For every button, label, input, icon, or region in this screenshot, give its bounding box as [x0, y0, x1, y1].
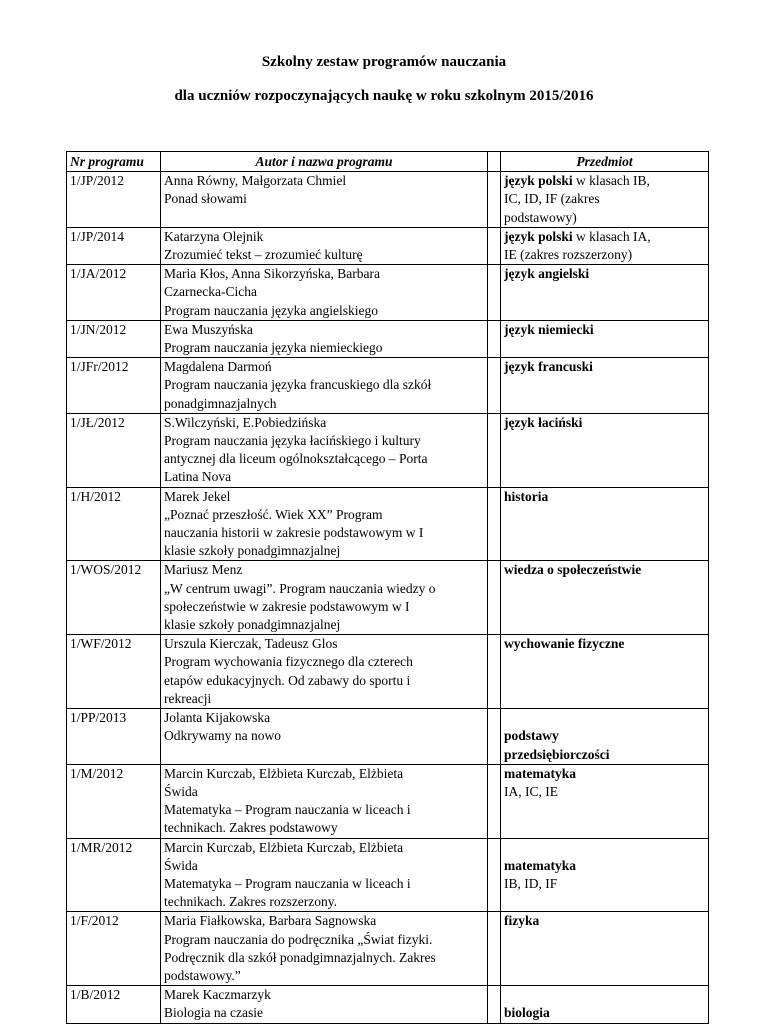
subject-line: język polski w klasach IB, — [504, 173, 650, 189]
author-line: rekreacji — [164, 690, 212, 706]
author-line: Świda — [164, 783, 198, 799]
gap-cell — [488, 764, 501, 838]
subject-name: matematyka — [504, 857, 576, 873]
author-line: Program nauczania do podręcznika „Świat fizyki. — [164, 931, 433, 947]
subject-name: język angielski — [504, 266, 590, 282]
gap-cell — [488, 358, 501, 414]
subject — [501, 986, 709, 1023]
program-number: 1/F/2012 — [67, 912, 161, 986]
subject-name: wychowanie fizyczne — [504, 636, 625, 652]
program-number: 1/B/2012 — [67, 986, 161, 1023]
author-line: Program nauczania języka łacińskiego i kultury — [164, 433, 421, 449]
subject — [501, 912, 709, 986]
program-number: 1/M/2012 — [67, 764, 161, 838]
author-line: Magdalena Darmoń — [164, 359, 272, 375]
subject — [501, 413, 709, 487]
subject — [501, 764, 709, 838]
author-line: Program wychowania fizycznego dla czterech — [164, 654, 413, 670]
gap-cell — [488, 709, 501, 765]
author-line: nauczania historii w zakresie podstawowym w I — [164, 525, 424, 541]
author-line: Maria Kłos, Anna Sikorzyńska, Barbara — [164, 266, 380, 282]
subject-line — [504, 488, 705, 506]
author-and-program — [161, 320, 488, 357]
subject-line — [504, 912, 705, 930]
author-line: Matematyka – Program nauczania w liceach i — [164, 875, 411, 891]
author-line — [164, 209, 484, 227]
author-line: społeczeństwie w zakresie podstawowym w I — [164, 598, 410, 614]
subject — [501, 487, 709, 561]
author-line: ponadgimnazjalnych — [164, 395, 277, 411]
subject — [501, 838, 709, 912]
subject-name: podstawy — [504, 728, 559, 744]
author-line: S.Wilczyński, E.Pobiedzińska — [164, 414, 327, 430]
subject-detail: podstawowy) — [504, 209, 577, 225]
author-line: etapów edukacyjnych. Od zabawy do sportu i — [164, 672, 411, 688]
subject — [501, 172, 709, 228]
program-number: 1/JP/2012 — [67, 172, 161, 228]
author-line: podstawowy.” — [164, 967, 241, 983]
author-line: Katarzyna Olejnik — [164, 228, 264, 244]
table-row — [67, 764, 709, 838]
program-number: 1/H/2012 — [67, 487, 161, 561]
header-program-number: Nr programu — [67, 152, 161, 172]
table-row — [67, 413, 709, 487]
gap-cell — [488, 635, 501, 709]
table-row — [67, 561, 709, 635]
table-row — [67, 172, 709, 228]
table-row — [67, 635, 709, 709]
program-number: 1/JA/2012 — [67, 265, 161, 321]
subject-line — [504, 561, 705, 579]
author-and-program — [161, 986, 488, 1023]
subject-name: wiedza o społeczeństwie — [504, 562, 642, 578]
author-line: Urszula Kierczak, Tadeusz Glos — [164, 636, 338, 652]
subject — [501, 709, 709, 765]
table-header-row — [67, 152, 709, 172]
subject-line: język polski w klasach IA, — [504, 228, 651, 244]
author-and-program — [161, 413, 488, 487]
subject-name: język polski — [504, 228, 573, 244]
header-subject: Przedmiot — [501, 152, 709, 172]
subject-detail: IC, ID, IF (zakres — [504, 191, 600, 207]
author-line: Matematyka – Program nauczania w liceach i — [164, 802, 411, 818]
author-line: Marek Kaczmarzyk — [164, 987, 271, 1003]
table-row — [67, 265, 709, 321]
gap-cell — [488, 986, 501, 1023]
subject-name: biologia — [504, 1005, 550, 1021]
subject — [501, 320, 709, 357]
gap-cell — [488, 912, 501, 986]
author-line: klasie szkoły ponadgimnazjalnej — [164, 617, 341, 633]
program-number: 1/WOS/2012 — [67, 561, 161, 635]
author-line: Program nauczania języka angielskiego — [164, 302, 379, 318]
subject — [501, 358, 709, 414]
subject-name: język niemiecki — [504, 321, 594, 337]
author-line: technikach. Zakres rozszerzony. — [164, 894, 338, 910]
subject-detail: IB, ID, IF — [504, 875, 558, 891]
author-line: Ponad słowami — [164, 191, 247, 207]
subject-name: matematyka — [504, 765, 576, 781]
author-line: Mariusz Menz — [164, 562, 243, 578]
author-line: Program nauczania języka francuskiego dla szkół — [164, 377, 432, 393]
author-line: Program nauczania języka niemieckiego — [164, 340, 383, 356]
author-and-program — [161, 227, 488, 264]
subject — [501, 635, 709, 709]
subject-line — [504, 265, 705, 283]
author-line: Zrozumieć tekst – zrozumieć kulturę — [164, 247, 363, 263]
author-line: antycznej dla liceum ogólnokształcącego – Porta — [164, 451, 428, 467]
gap-cell — [488, 838, 501, 912]
author-line: „Poznać przeszłość. Wiek XX” Program — [164, 506, 383, 522]
author-line: Marcin Kurczab, Elżbieta Kurczab, Elżbieta — [164, 765, 404, 781]
author-line: klasie szkoły ponadgimnazjalnej — [164, 543, 341, 559]
document-subtitle: dla uczniów rozpoczynających naukę w roku szkolnym 2015/2016 — [174, 88, 594, 104]
subject-name: fizyka — [504, 913, 540, 929]
table-row — [67, 358, 709, 414]
subject-line — [504, 635, 705, 653]
author-and-program — [161, 838, 488, 912]
author-line: Świda — [164, 857, 198, 873]
program-number: 1/JŁ/2012 — [67, 413, 161, 487]
author-line: Maria Fiałkowska, Barbara Sagnowska — [164, 913, 377, 929]
author-and-program — [161, 764, 488, 838]
author-line: technikach. Zakres podstawowy — [164, 820, 338, 836]
gap-cell — [488, 172, 501, 228]
subject-name: historia — [504, 488, 549, 504]
table-row — [67, 487, 709, 561]
subject-name: język francuski — [504, 359, 593, 375]
author-line: Marcin Kurczab, Elżbieta Kurczab, Elżbieta — [164, 839, 404, 855]
author-line: Marek Jekel — [164, 488, 231, 504]
table-row — [67, 709, 709, 765]
author-and-program — [161, 358, 488, 414]
subject-detail: IE (zakres rozszerzony) — [504, 247, 633, 263]
program-number: 1/PP/2013 — [67, 709, 161, 765]
author-line: Odkrywamy na nowo — [164, 728, 281, 744]
subject-detail: IA, IC, IE — [504, 783, 558, 799]
author-and-program — [161, 487, 488, 561]
subject-name — [504, 986, 705, 1004]
subject-line — [504, 414, 705, 432]
author-line: Podręcznik dla szkół ponadgimnazjalnych. Zakres — [164, 949, 436, 965]
gap-cell — [488, 413, 501, 487]
table-row — [67, 986, 709, 1023]
subject-name: język polski — [504, 173, 573, 189]
header-author-program: Autor i nazwa programu — [161, 152, 488, 172]
gap-cell — [488, 487, 501, 561]
author-and-program — [161, 912, 488, 986]
program-number: 1/WF/2012 — [67, 635, 161, 709]
subject — [501, 561, 709, 635]
author-and-program — [161, 709, 488, 765]
gap-cell — [488, 320, 501, 357]
program-number: 1/JP/2014 — [67, 227, 161, 264]
subject-line — [504, 765, 705, 783]
gap-cell — [488, 561, 501, 635]
subject-name — [504, 839, 705, 857]
subject-line — [504, 358, 705, 376]
author-line: Anna Równy, Małgorzata Chmiel — [164, 173, 347, 189]
subject — [501, 227, 709, 264]
table-row — [67, 912, 709, 986]
header-gap — [488, 152, 501, 172]
document-title: Szkolny zestaw programów nauczania — [261, 54, 507, 70]
table-row — [67, 838, 709, 912]
author-line: Biologia na czasie — [164, 1005, 263, 1021]
program-number: 1/MR/2012 — [67, 838, 161, 912]
table-row — [67, 320, 709, 357]
subject-line — [504, 321, 705, 339]
table-row — [67, 227, 709, 264]
subject-name: język łaciński — [504, 414, 583, 430]
subject — [501, 265, 709, 321]
author-line: Czarnecka-Cicha — [164, 284, 257, 300]
author-line: Jolanta Kijakowska — [164, 710, 271, 726]
author-and-program — [161, 172, 488, 228]
program-number: 1/JFr/2012 — [67, 358, 161, 414]
subject-name — [504, 709, 705, 727]
author-line: Latina Nova — [164, 469, 232, 485]
author-and-program — [161, 561, 488, 635]
subject-name: przedsiębiorczości — [504, 746, 610, 762]
programs-table — [66, 151, 709, 1024]
program-number: 1/JN/2012 — [67, 320, 161, 357]
table-body — [67, 172, 709, 1023]
gap-cell — [488, 265, 501, 321]
gap-cell — [488, 227, 501, 264]
author-and-program — [161, 265, 488, 321]
author-and-program — [161, 635, 488, 709]
author-line: Ewa Muszyńska — [164, 321, 253, 337]
author-line: „W centrum uwagi”. Program nauczania wiedzy o — [164, 580, 436, 596]
